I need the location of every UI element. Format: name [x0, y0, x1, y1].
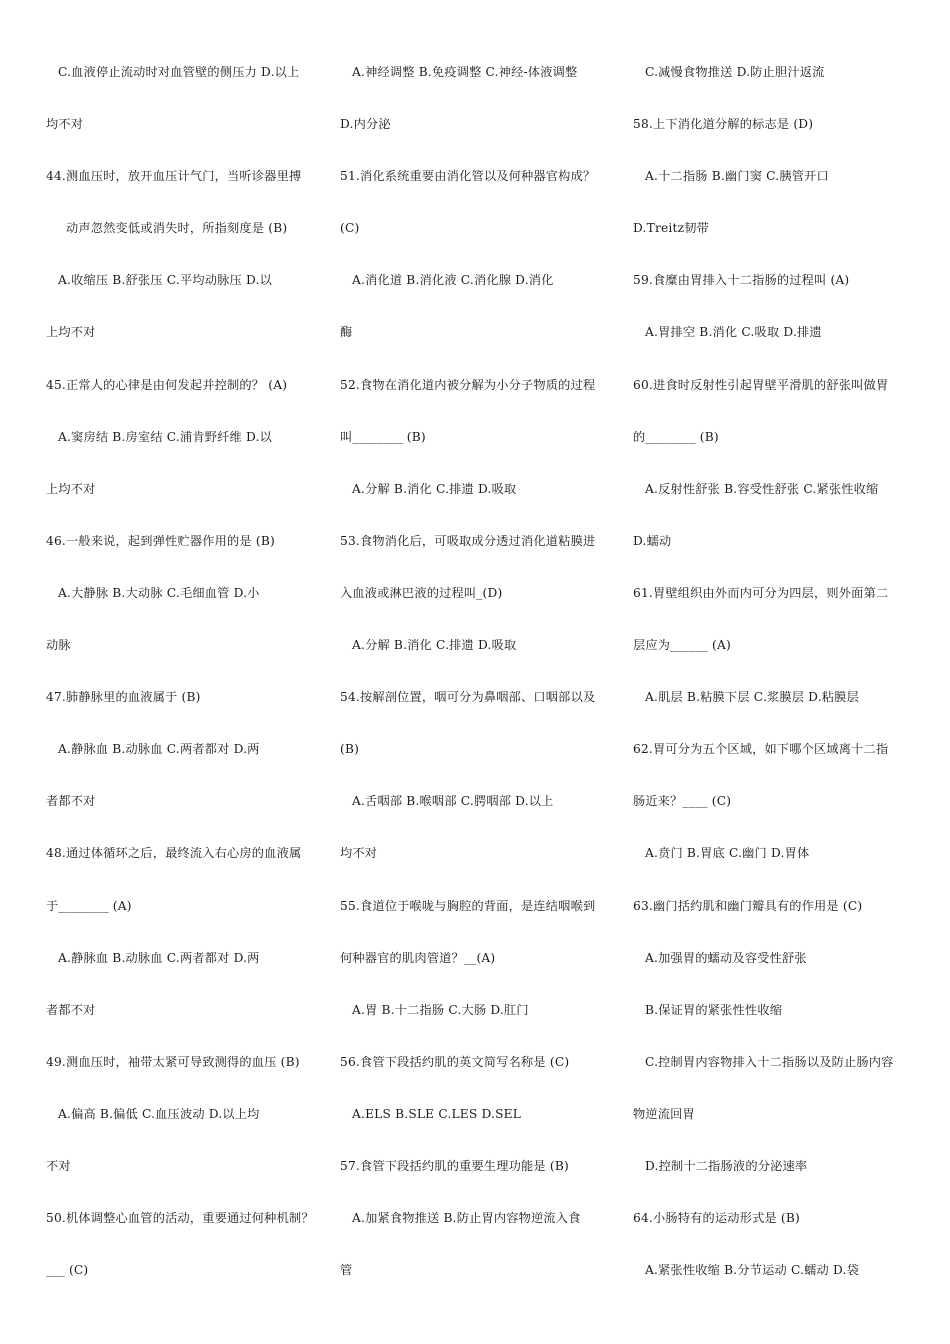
- text-line: 均不对: [340, 846, 378, 861]
- text-line: 动脉: [46, 638, 71, 653]
- text-line: 47.肺静脉里的血液属于 (B): [46, 690, 201, 705]
- text-line: 均不对: [46, 117, 84, 132]
- text-line: D.控制十二指肠液的分泌速率: [645, 1158, 808, 1173]
- text-line: A.加紧食物推送 B.防止胃内容物逆流入食: [352, 1211, 581, 1226]
- column-right: [633, 54, 909, 1304]
- text-line: A.分解 B.消化 C.排遗 D.吸取: [352, 638, 517, 653]
- text-line: 于________ (A): [46, 898, 132, 913]
- text-line: 物逆流回胃: [633, 1106, 695, 1121]
- text-line: 60.进食时反射性引起胃壁平滑肌的舒张叫做胃: [633, 377, 889, 392]
- text-line: A.分解 B.消化 C.排遗 D.吸取: [352, 481, 517, 496]
- text-line: 52.食物在消化道内被分解为小分子物质的过程: [340, 377, 596, 392]
- text-line: A.ELS B.SLE C.LES D.SEL: [352, 1106, 522, 1121]
- text-line: 55.食道位于喉咙与胸腔的背面，是连结咽喉到: [340, 898, 596, 913]
- text-line: 49.测血压时，袖带太紧可导致测得的血压 (B): [46, 1054, 300, 1069]
- text-line: C.血液停止流动时对血管壁的侧压力 D.以上: [58, 65, 300, 79]
- text-line: 不对: [46, 1158, 71, 1173]
- text-line: A.十二指肠 B.幽门窦 C.胰管开口: [645, 169, 829, 184]
- text-line: A.胃 B.十二指肠 C.大肠 D.肛门: [352, 1002, 529, 1017]
- text-line: A.偏高 B.偏低 C.血压波动 D.以上均: [58, 1106, 260, 1121]
- text-line: A.神经调整 B.免疫调整 C.神经-体液调整: [352, 65, 578, 79]
- text-line: 53.食物消化后，可吸取成分透过消化道粘膜进: [340, 533, 596, 548]
- text-line: 48.通过体循环之后，最终流入右心房的血液属: [46, 846, 302, 861]
- text-line: 54.按解剖位置，咽可分为鼻咽部、口咽部以及: [340, 690, 596, 705]
- text-line: 57.食管下段括约肌的重要生理功能是 (B): [340, 1158, 569, 1173]
- text-line: 63.幽门括约肌和幽门瓣具有的作用是 (C): [633, 898, 863, 913]
- text-line: 上均不对: [46, 325, 96, 340]
- text-line: A.贲门 B.胃底 C.幽门 D.胃体: [645, 846, 810, 861]
- text-line: 入血液或淋巴液的过程叫_(D): [340, 585, 503, 600]
- text-line: 62.胃可分为五个区域，如下哪个区域离十二指: [633, 742, 889, 757]
- text-line: 的________ (B): [633, 429, 719, 444]
- text-line: A.肌层 B.粘膜下层 C.浆膜层 D.粘膜层: [645, 690, 859, 705]
- text-line: D.内分泌: [340, 117, 391, 132]
- column-middle: [340, 54, 610, 1304]
- text-line: 者都不对: [46, 794, 96, 809]
- text-line: 61.胃壁组织由外而内可分为四层，则外面第二: [633, 585, 889, 600]
- text-line: D.Treitz韧带: [633, 221, 709, 236]
- text-line: A.大静脉 B.大动脉 C.毛细血管 D.小: [58, 585, 260, 600]
- text-line: (B): [340, 742, 360, 757]
- text-line: 动声忽然变低或消失时，所指刻度是 (B): [66, 221, 288, 236]
- text-line: 51.消化系统重要由消化管以及何种器官构成？: [340, 169, 596, 184]
- text-line: 上均不对: [46, 481, 96, 496]
- text-line: ___ (C): [46, 1263, 89, 1278]
- column-left: [46, 54, 318, 1304]
- text-line: D.蠕动: [633, 533, 672, 548]
- text-line: 45.正常人的心律是由何发起并控制的？ (A): [46, 377, 288, 392]
- text-line: A.静脉血 B.动脉血 C.两者都对 D.两: [58, 950, 260, 965]
- text-line: 叫________ (B): [340, 429, 426, 444]
- text-line: 肠近来？____ (C): [633, 794, 732, 809]
- text-line: A.舌咽部 B.喉咽部 C.腭咽部 D.以上: [352, 794, 554, 809]
- text-line: 50.机体调整心血管的活动，重要通过何种机制？: [46, 1211, 314, 1226]
- text-line: 何种器官的肌肉管道？__(A): [340, 950, 496, 965]
- text-line: 58.上下消化道分解的标志是 (D): [633, 117, 814, 132]
- text-line: A.胃排空 B.消化 C.吸取 D.排遗: [645, 325, 822, 340]
- text-line: 者都不对: [46, 1002, 96, 1017]
- text-line: 层应为______ (A): [633, 638, 731, 653]
- text-line: C.减慢食物推送 D.防止胆汁返流: [645, 65, 825, 79]
- text-line: A.收缩压 B.舒张压 C.平均动脉压 D.以: [58, 273, 272, 288]
- text-line: A.静脉血 B.动脉血 C.两者都对 D.两: [58, 742, 260, 757]
- text-line: A.反射性舒张 B.容受性舒张 C.紧张性收缩: [645, 481, 879, 496]
- text-line: 59.食糜由胃排入十二指肠的过程叫 (A): [633, 273, 850, 288]
- text-line: B.保证胃的紧张性性收缩: [645, 1002, 783, 1017]
- text-line: 64.小肠特有的运动形式是 (B): [633, 1211, 800, 1226]
- text-line: 56.食管下段括约肌的英文简写名称是 (C): [340, 1054, 570, 1069]
- text-line: A.消化道 B.消化液 C.消化腺 D.消化: [352, 273, 554, 288]
- text-line: 酶: [340, 325, 353, 340]
- text-line: C.控制胃内容物排入十二指肠以及防止肠内容: [645, 1054, 894, 1069]
- text-line: A.窦房结 B.房室结 C.浦肯野纤维 D.以: [58, 429, 272, 444]
- text-line: 44.测血压时，放开血压计气门，当听诊器里搏: [46, 169, 302, 184]
- text-line: A.加强胃的蠕动及容受性舒张: [645, 950, 807, 965]
- text-line: A.紧张性收缩 B.分节运动 C.蠕动 D.袋: [645, 1263, 859, 1278]
- text-line: 46.一般来说，起到弹性贮器作用的是 (B): [46, 533, 275, 548]
- text-line: (C): [340, 221, 360, 236]
- text-line: 管: [340, 1263, 353, 1278]
